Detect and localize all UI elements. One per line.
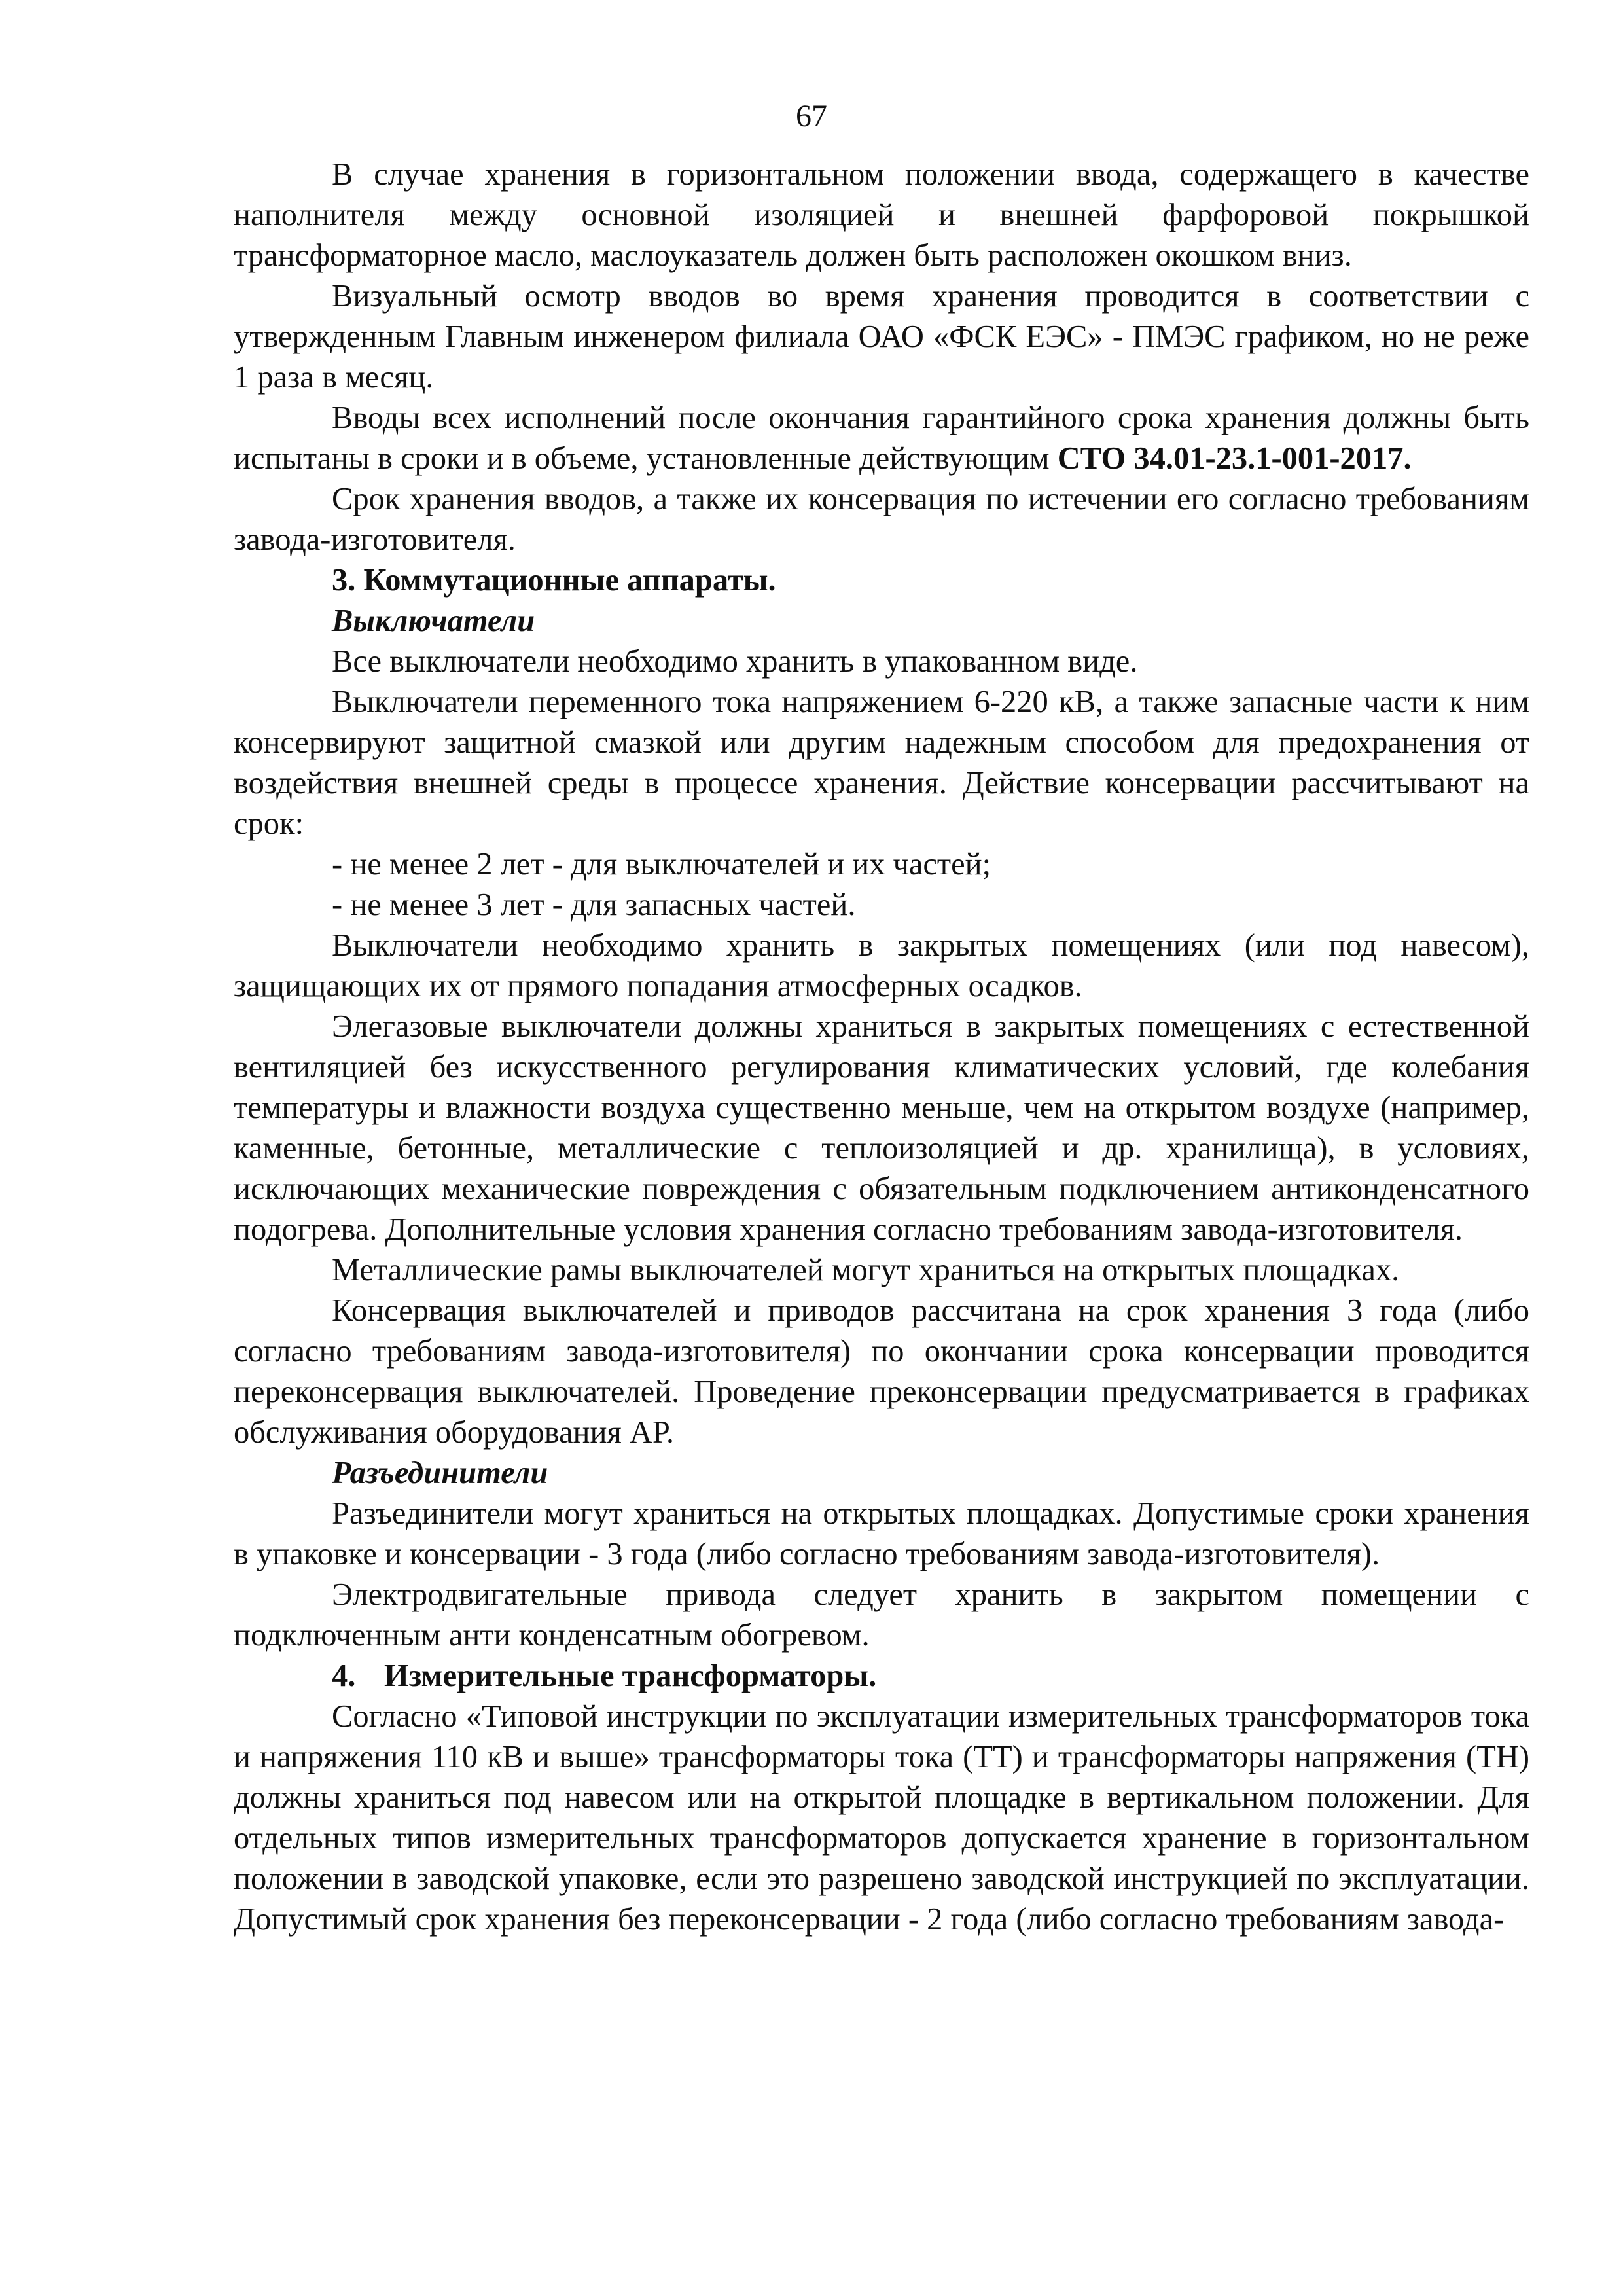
paragraph-switches-packed: Все выключатели необходимо хранить в упакованном виде.	[332, 644, 1138, 679]
paragraph-instrument-transformers-storage: Согласно «Типовой инструкции по эксплуатации измерительных трансформаторов тока и напряжения 110 кВ и выше» трансформаторы тока (ТТ) и трансформаторы напряжения (ТН) должны храниться под навесом или на открытой площадке в вертикальном положении. Для отдельных типов измерительных трансформаторов допускается хранение в горизонтальном положении в заводской упаковке, если это разрешено заводской инструкцией по эксплуатации. Допустимый срок хранения без переконсервации - 2 года (либо согласно требованиям завода-	[234, 1699, 1529, 1937]
paragraph-metal-frames: Металлические рамы выключателей могут храниться на открытых площадках.	[332, 1253, 1400, 1287]
paragraph-bushing-storage-term: Срок хранения вводов, а также их консервация по истечении его согласно требованиям завода-изготовителя.	[234, 482, 1529, 557]
paragraph-bushing-horizontal-storage: В случае хранения в горизонтальном положении ввода, содержащего в качестве наполнителя между основной изоляцией и внешней фарфоровой покрышкой трансформаторное масло, маслоуказатель должен быть расположен окошком вниз.	[234, 157, 1529, 273]
section-number: 4.	[332, 1659, 356, 1693]
standard-reference: СТО 34.01-23.1-001-2017.	[1057, 441, 1412, 476]
paragraph-sf6-switches: Элегазовые выключатели должны храниться в закрытых помещениях с естественной вентиляцией без искусственного регулирования климатических условий, где колебания температуры и влажности воздуха существенно меньше, чем на открытом воздухе (например, каменные, бетонные, металлические с теплоизоляцией и др. хранилища), в условиях, исключающих механические повреждения с обязательным подключением антиконденсатного подогрева. Дополнительные условия хранения согласно требованиям завода-изготовителя.	[234, 1009, 1529, 1247]
section-heading-instrument-transformers	[234, 1656, 1529, 1696]
paragraph-switch-reconservation: Консервация выключателей и приводов рассчитана на срок хранения 3 года (либо согласно требованиям завода-изготовителя) по окончании срока консервации проводится переконсервация выключателей. Проведение преконсервации предусматривается в графиках обслуживания оборудования АР.	[234, 1293, 1529, 1450]
list-item-switch-parts: - не менее 2 лет - для выключателей и их частей;	[332, 847, 991, 882]
section-heading-switching-devices: 3. Коммутационные аппараты.	[332, 563, 776, 598]
subheading-disconnectors: Разъединители	[332, 1456, 548, 1490]
paragraph-bushing-testing-text: Вводы всех исполнений после окончания гарантийного срока хранения должны быть испытаны в сроки и в объеме, установленные действующим	[234, 401, 1529, 476]
page-number: 67	[796, 99, 827, 134]
paragraph-switches-closed-rooms: Выключатели необходимо хранить в закрытых помещениях (или под навесом), защищающих их от прямого попадания атмосферных осадков.	[234, 928, 1529, 1003]
list-item-spare-parts: - не менее 3 лет - для запасных частей.	[332, 888, 856, 922]
paragraph-visual-inspection: Визуальный осмотр вводов во время хранения проводится в соответствии с утвержденным Главным инженером филиала ОАО «ФСК ЕЭС» - ПМЭС графиком, но не реже 1 раза в месяц.	[234, 279, 1529, 395]
paragraph-motor-drives: Электродвигательные привода следует хранить в закрытом помещении с подключенным анти конденсатным обогревом.	[234, 1577, 1529, 1653]
page-content	[234, 154, 1529, 1940]
section-title: Измерительные трансформаторы.	[384, 1659, 877, 1693]
subheading-switches: Выключатели	[332, 603, 535, 638]
paragraph-switches-conservation: Выключатели переменного тока напряжением 6-220 кВ, а также запасные части к ним консервируют защитной смазкой или другим надежным способом для предохранения от воздействия внешней среды в процессе хранения. Действие консервации рассчитывают на срок:	[234, 685, 1529, 841]
paragraph-bushing-testing	[234, 398, 1529, 479]
paragraph-disconnectors-storage: Разъединители могут храниться на открытых площадках. Допустимые сроки хранения в упаковке и консервации - 3 года (либо согласно требованиям завода-изготовителя).	[234, 1496, 1529, 1571]
